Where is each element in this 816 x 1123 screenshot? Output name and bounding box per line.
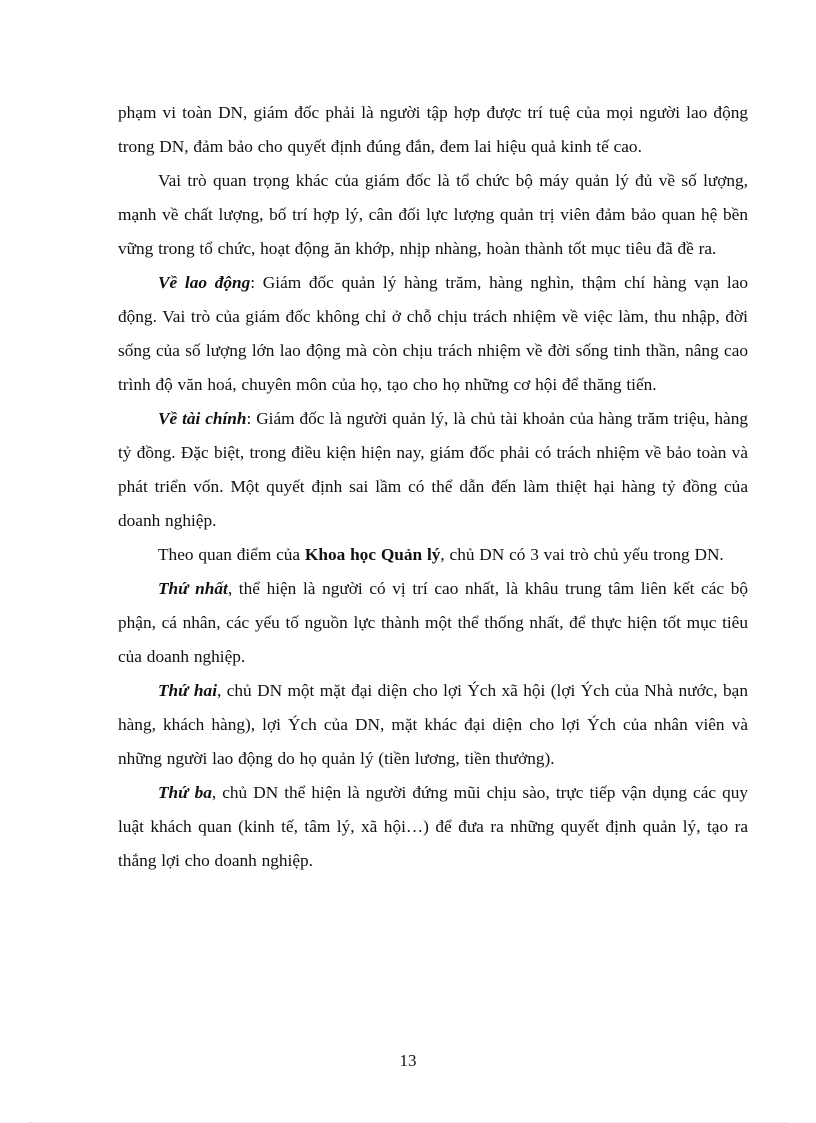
paragraph-lead-labor: Về lao động [158, 273, 251, 292]
paragraph-management-science [118, 538, 748, 572]
paragraph-text: , chủ DN một mặt đại diện cho lợi Ých xã hội (lợi Ých của Nhà nước, bạn hàng, khách hàng), lợi Ých của DN, mặt khác đại diện cho lợi Ých của nhân viên và những người lao động do họ quản lý (tiền lương, tiền thưởng). [118, 681, 748, 768]
paragraph-third-role [118, 776, 748, 878]
paragraph-text-post: , chủ DN có 3 vai trò chủ yếu trong DN. [440, 545, 724, 564]
paragraph-text: phạm vi toàn DN, giám đốc phải là người tập hợp được trí tuệ của mọi người lao động trong DN, đảm bảo cho quyết định đúng đắn, đem lai hiệu quả kinh tế cao. [118, 103, 748, 156]
paragraph-text: Vai trò quan trọng khác của giám đốc là tổ chức bộ máy quản lý đủ về số lượng, mạnh về chất lượng, bố trí hợp lý, cân đối lực lượng quản trị viên đảm bảo quan hệ bền vững trong tổ chức, hoạt động ăn khớp, nhịp nhàng, hoàn thành tốt mục tiêu đã đề ra. [118, 171, 748, 258]
paragraph-labor [118, 266, 748, 402]
paragraph-bold-term: Khoa học Quản lý [304, 545, 441, 564]
paragraph-first-role [118, 572, 748, 674]
paragraph-text: : Giám đốc là người quản lý, là chủ tài khoản của hàng trăm triệu, hàng tỷ đồng. Đặc biệt, trong điều kiện hiện nay, giám đốc phải có trách nhiệm về bảo toàn và phát triển vốn. Một quyết định sai lầm có thể dẫn đến làm thiệt hại hàng tỷ đồng của doanh nghiệp. [118, 409, 748, 530]
paragraph-lead-third: Thứ ba [158, 783, 212, 802]
paragraph-second-role [118, 674, 748, 776]
page-number: 13 [399, 1051, 417, 1070]
paragraph-text-pre: Theo quan điểm của [158, 545, 305, 564]
paragraph-text: , thể hiện là người có vị trí cao nhất, là khâu trung tâm liên kết các bộ phận, cá nhân, các yếu tố nguồn lực thành một thể thống nhất, để thực hiện tốt mục tiêu của doanh nghiệp. [118, 579, 748, 666]
paragraph-text: : Giám đốc quản lý hàng trăm, hàng nghìn, thậm chí hàng vạn lao động. Vai trò của giám đốc không chỉ ở chỗ chịu trách nhiệm về việc làm, thu nhập, đời sống của số lượng lớn lao động mà còn chịu trách nhiệm về đời sống tinh thần, nâng cao trình độ văn hoá, chuyên môn của họ, tạo cho họ những cơ hội để thăng tiến. [118, 273, 749, 394]
paragraph-management-apparatus [118, 164, 748, 266]
paragraph-lead-second: Thứ hai [158, 681, 217, 700]
document-page [118, 96, 748, 878]
paragraph-text: , chủ DN thể hiện là người đứng mũi chịu sào, trực tiếp vận dụng các quy luật khách quan (kinh tế, tâm lý, xã hội…) để đưa ra những quyết định quản lý, tạo ra thắng lợi cho doanh nghiệp. [118, 783, 749, 870]
paragraph-lead-finance: Về tài chính [158, 409, 247, 428]
paragraph-lead-first: Thứ nhất [158, 579, 228, 598]
paragraph-continuation [118, 96, 748, 164]
paragraph-finance [118, 402, 748, 538]
